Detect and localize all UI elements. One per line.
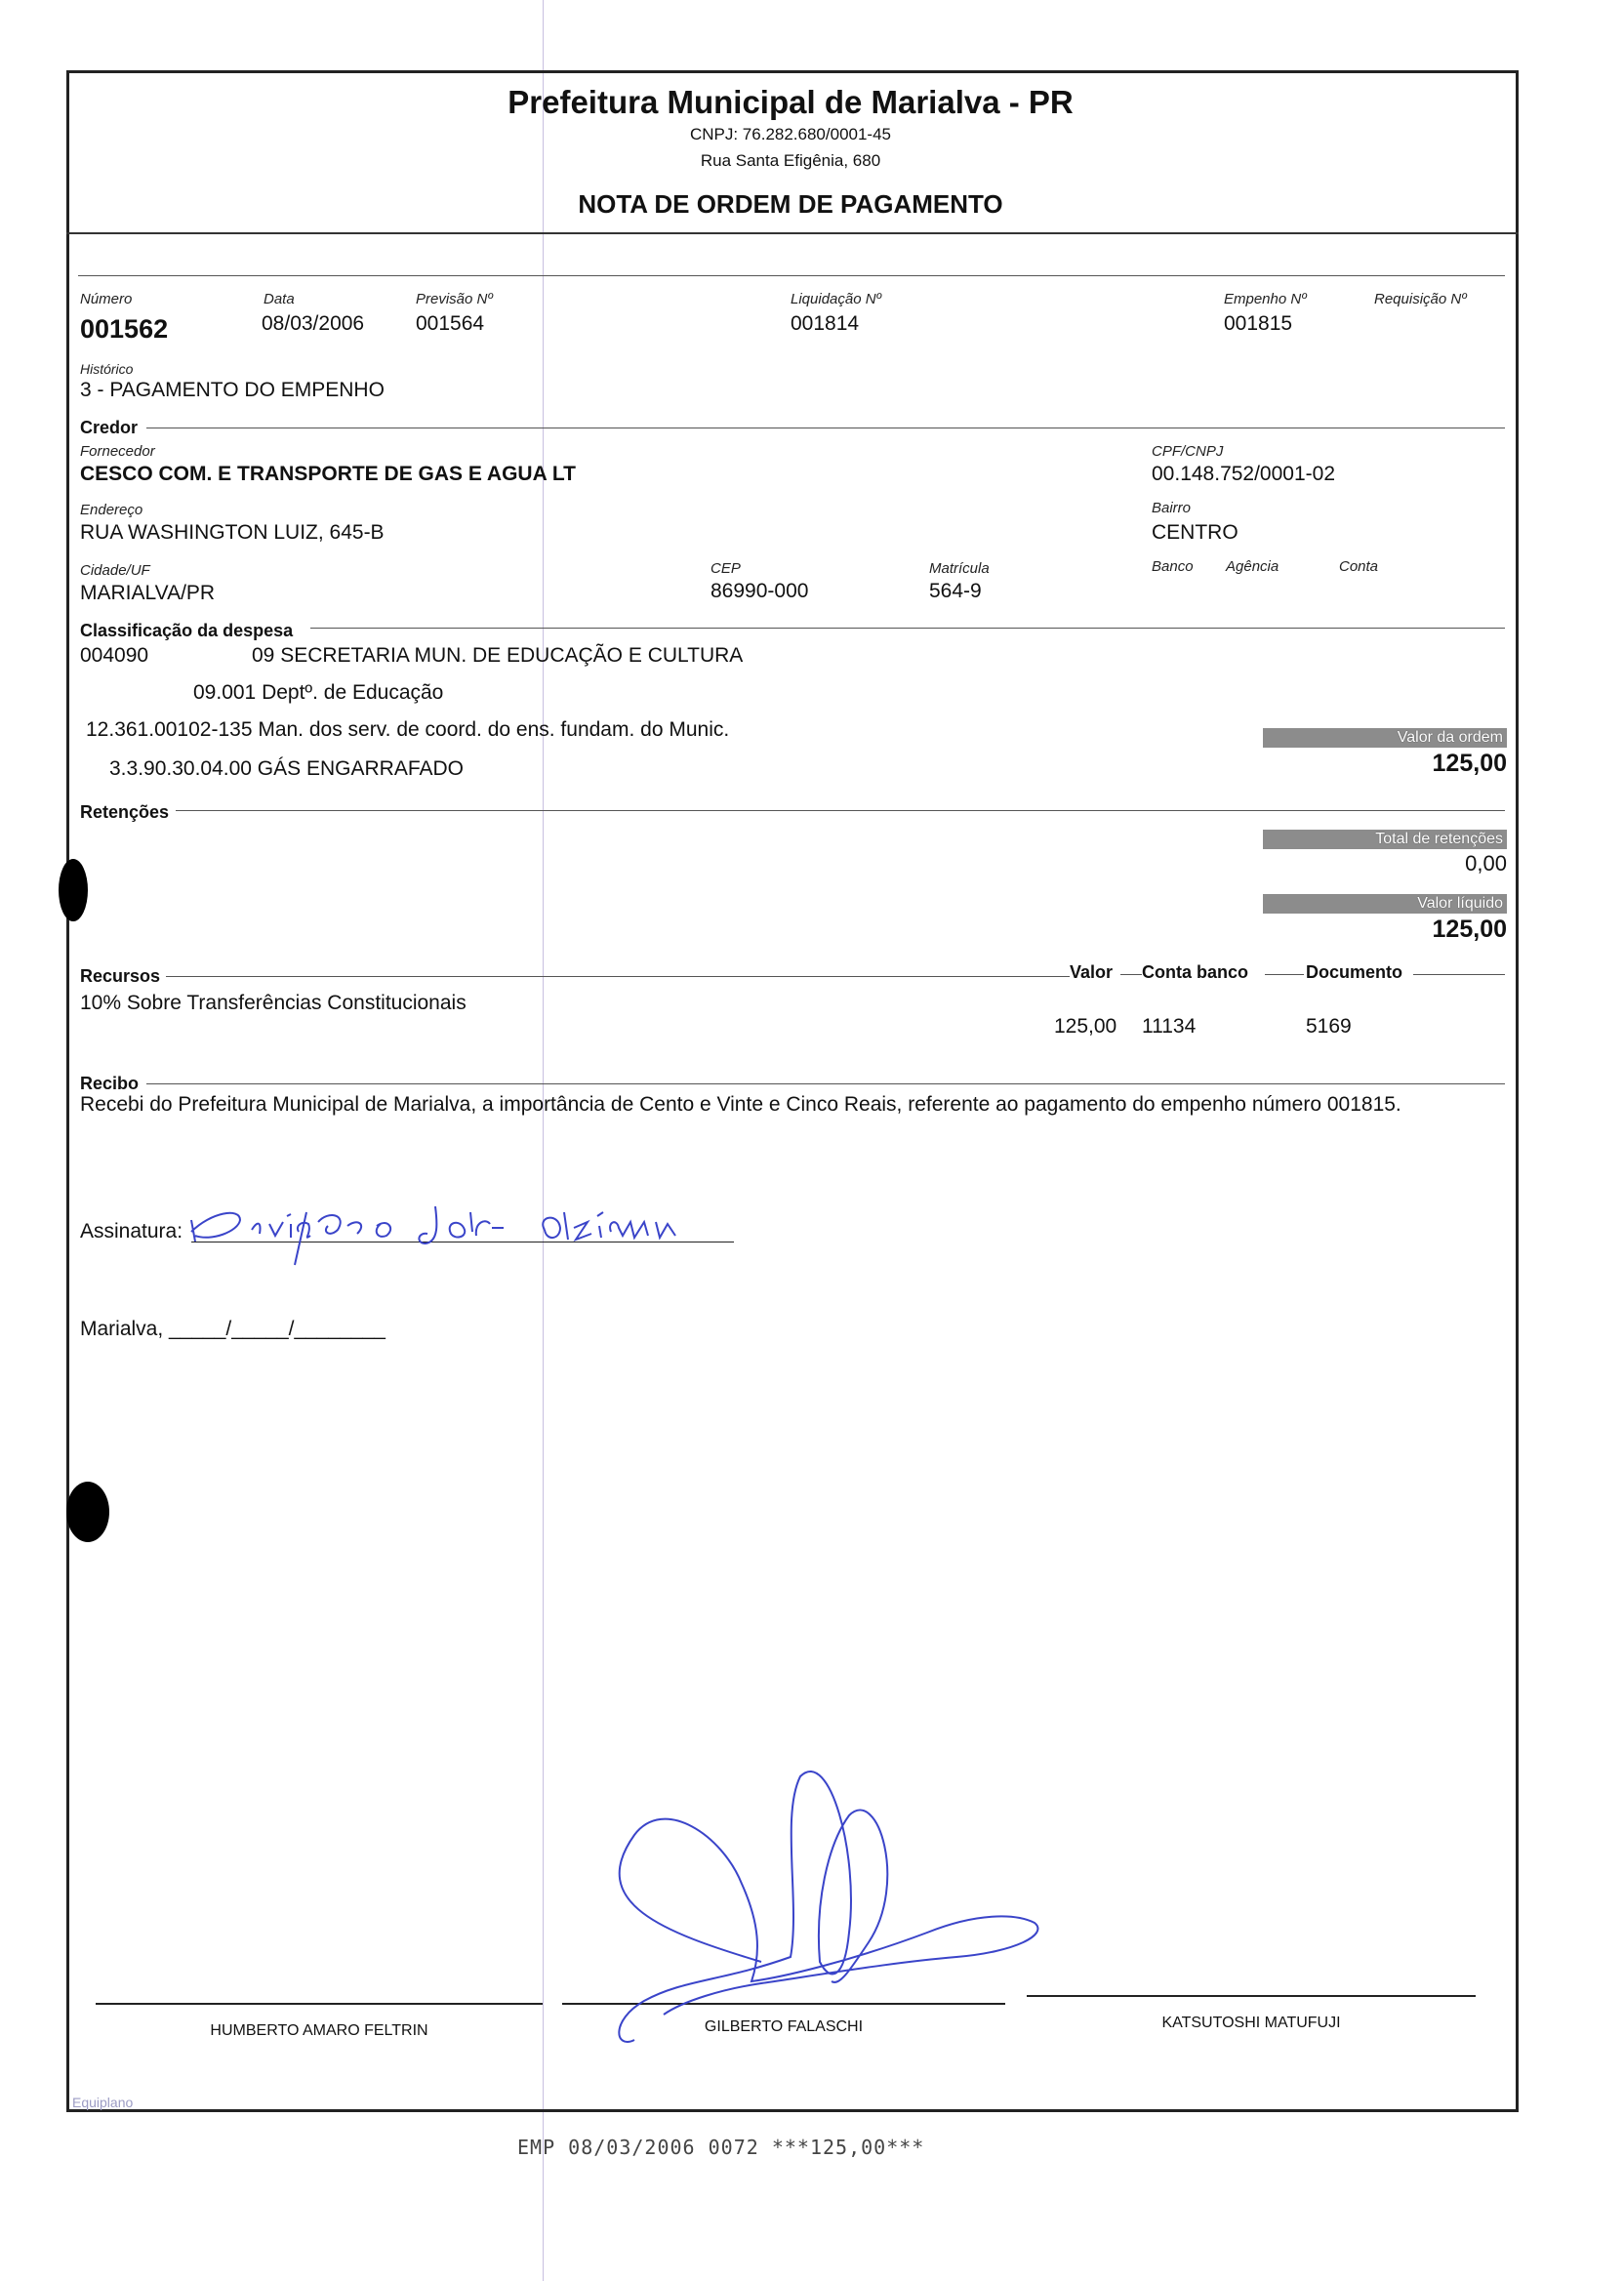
ids-divider [78,275,1505,276]
footer-brand: Equiplano [72,2095,134,2110]
classificacao-section-title: Classificação da despesa [80,621,294,640]
endereco-label: Endereço [80,502,143,518]
signer-name-3: KATSUTOSHI MATUFUJI [1161,2015,1341,2031]
valor-liquido-value: 125,00 [1432,916,1507,943]
cnpj-line: CNPJ: 76.282.680/0001-45 [689,125,892,143]
banco-label: Banco [1152,558,1194,575]
historico-value: 3 - PAGAMENTO DO EMPENHO [80,379,385,401]
recibo-texto: Recebi do Prefeitura Municipal de Marialva, a importância de Cento e Vinte e Cinco Reais, referente ao pagamento do empenho número 001815. [80,1093,1401,1116]
valor-liquido-label: Valor líquido [1417,895,1503,912]
previsao-value: 001564 [416,312,485,335]
numero-value: 001562 [80,314,169,344]
recursos-divider-3 [1265,974,1304,975]
classificacao-code: 004090 [80,644,149,667]
total-retencoes-bar [1263,830,1507,849]
credor-section-title: Credor [80,418,139,437]
liquidacao-label: Liquidação Nº [791,291,882,307]
municipality-title: Prefeitura Municipal de Marialva - PR [508,84,1074,120]
assinatura-label: Assinatura: [80,1220,183,1242]
data-label: Data [264,291,295,307]
conta-label: Conta [1339,558,1379,575]
retencoes-divider [176,810,1505,811]
cpf-label: CPF/CNPJ [1152,443,1224,460]
matricula-value: 564-9 [929,580,982,602]
recursos-documento-label: Documento [1306,962,1402,982]
cpf-value: 00.148.752/0001-02 [1152,463,1336,485]
scan-punch-mark [66,1482,109,1542]
cep-label: CEP [710,560,741,577]
bairro-value: CENTRO [1152,521,1238,544]
previsao-label: Previsão Nº [416,291,493,307]
bairro-label: Bairro [1152,500,1192,516]
signature-line-3 [1027,1995,1476,1997]
endereco-value: RUA WASHINGTON LUIZ, 645-B [80,521,385,544]
cidade-value: MARIALVA/PR [80,582,216,604]
valor-liquido-bar [1263,894,1507,914]
signer-name-2: GILBERTO FALASCHI [704,2018,864,2035]
local-data: Marialva, _____/_____/________ [80,1318,386,1340]
fornecedor-value: CESCO COM. E TRANSPORTE DE GAS E AGUA LT [80,463,576,485]
classificacao-line1: 09 SECRETARIA MUN. DE EDUCAÇÃO E CULTURA [252,644,744,667]
cep-value: 86990-000 [710,580,809,602]
recursos-descricao: 10% Sobre Transferências Constitucionais [80,992,467,1014]
fornecedor-label: Fornecedor [80,443,155,460]
classificacao-line2: 09.001 Deptº. de Educação [193,681,444,704]
payment-stamp: EMP 08/03/2006 0072 ***125,00*** [517,2136,925,2159]
valor-ordem-value: 125,00 [1432,750,1507,777]
classificacao-divider [310,628,1505,629]
recursos-conta-banco: 11134 [1142,1015,1197,1038]
recursos-valor-label: Valor [1070,962,1114,982]
valor-ordem-label: Valor da ordem [1397,729,1503,746]
classificacao-line4: 3.3.90.30.04.00 GÁS ENGARRAFADO [109,757,465,780]
recursos-documento: 5169 [1306,1015,1352,1038]
total-retencoes-label: Total de retenções [1375,831,1503,847]
recursos-divider [166,976,1070,977]
handwritten-receiver-signature [182,1183,728,1271]
header-divider [66,232,1519,234]
data-value: 08/03/2006 [262,312,365,335]
total-retencoes-value: 0,00 [1465,851,1507,876]
signature-line-1 [96,2003,543,2005]
document-title: NOTA DE ORDEM DE PAGAMENTO [578,189,1003,219]
recursos-section-title: Recursos [80,966,161,986]
recursos-divider-4 [1413,974,1505,975]
classificacao-line3: 12.361.00102-135 Man. dos serv. de coord. do ens. fundam. do Munic. [86,718,730,741]
address-line: Rua Santa Efigênia, 680 [700,151,881,170]
matricula-label: Matrícula [929,560,990,577]
recibo-divider [146,1083,1505,1084]
empenho-value: 001815 [1224,312,1293,335]
recibo-section-title: Recibo [80,1074,140,1093]
recursos-divider-2 [1120,974,1142,975]
liquidacao-value: 001814 [791,312,860,335]
requisicao-label: Requisição Nº [1374,291,1467,307]
retencoes-section-title: Retenções [80,802,170,822]
scan-punch-mark [59,859,88,921]
cidade-label: Cidade/UF [80,562,150,579]
recursos-valor: 125,00 [1054,1015,1117,1038]
agencia-label: Agência [1226,558,1279,575]
handwritten-signature-scribble [605,1757,1054,2050]
historico-label: Histórico [80,361,134,377]
empenho-label: Empenho Nº [1224,291,1307,307]
recursos-conta-banco-label: Conta banco [1142,962,1249,982]
valor-ordem-bar [1263,728,1507,748]
signer-name-1: HUMBERTO AMARO FELTRIN [210,2022,428,2039]
numero-label: Número [80,291,133,307]
